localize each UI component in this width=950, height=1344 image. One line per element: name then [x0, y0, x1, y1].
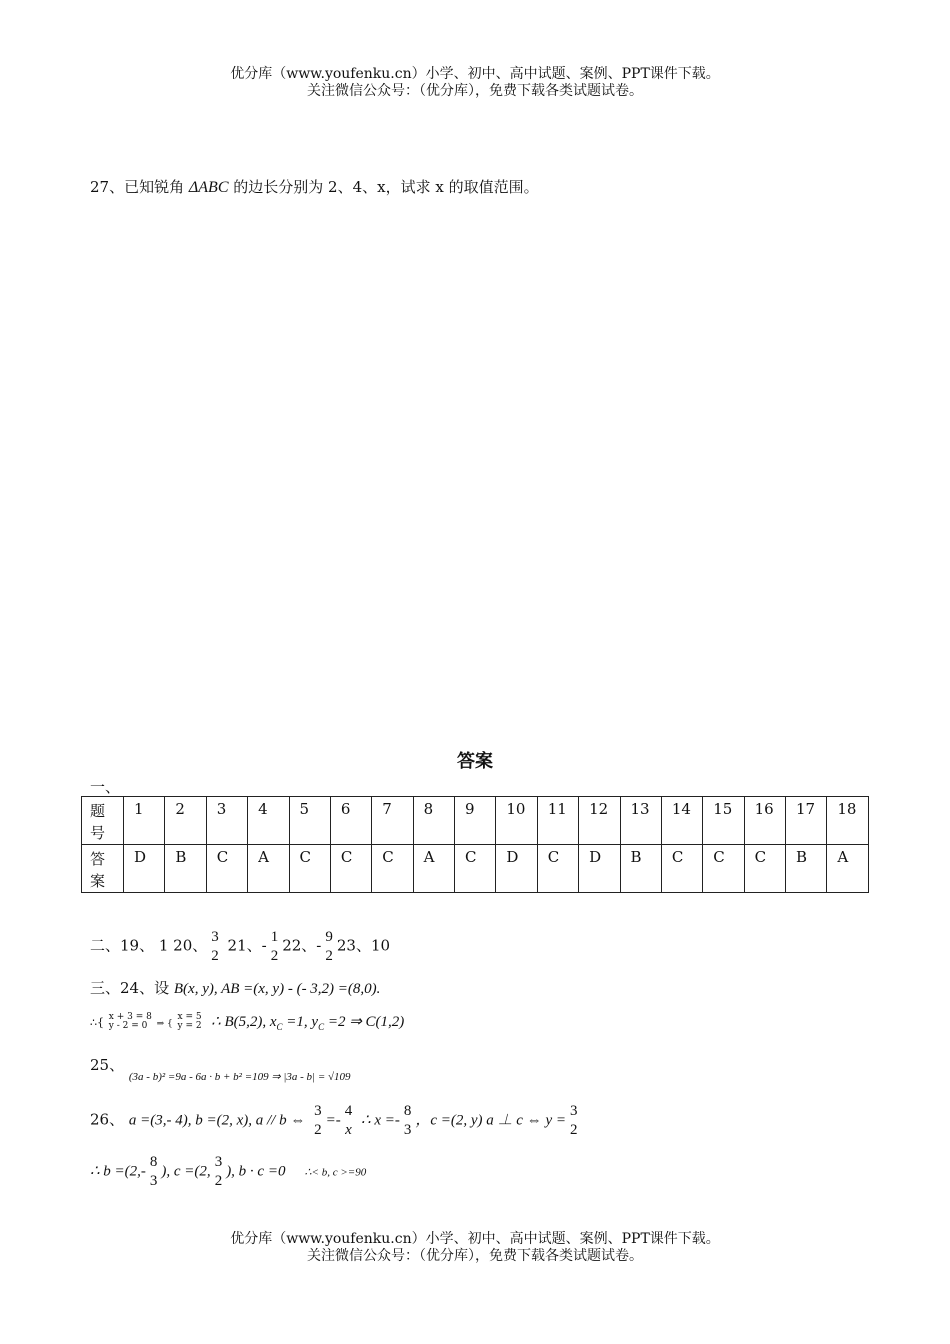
section-2-answers: 二、19、 1 20、 3 2 21、- 1 2 22、- 9 2 23、10 [90, 929, 391, 964]
page-footer [0, 1231, 950, 1265]
table-cell: B [786, 845, 827, 893]
table-cell: C [206, 845, 247, 893]
table-cell: C [330, 845, 371, 893]
answer-table [81, 796, 869, 893]
answer-26-line-2: ∴ b =(2,- 8 3 ), c =(2, 3 2 ), b · c =0 ∴< b, c >=90 [90, 1154, 367, 1189]
table-cell: 16 [744, 797, 785, 845]
table-cell: 11 [537, 797, 578, 845]
table-cell: 3 [206, 797, 247, 845]
fraction: 1 2 [270, 929, 279, 964]
table-cell: B [620, 845, 661, 893]
table-cell: A [827, 845, 869, 893]
table-row-numbers [82, 797, 869, 845]
answer-title: 答案 [457, 751, 493, 772]
table-cell: 2 [165, 797, 206, 845]
table-cell: 4 [248, 797, 289, 845]
fraction: 9 2 [325, 929, 333, 964]
table-cell: 1 [124, 797, 165, 845]
answer-26-line-1: 26、 a =(3,- 4), b =(2, x), a // b ⇔ 3 2 =- 4 x ∴ x =- 8 3 ，c =(2, y) a ⊥ c ⇔ y = 3 2 [90, 1103, 578, 1138]
table-row-answers [82, 845, 869, 893]
table-cell: C [372, 845, 413, 893]
table-cell: 15 [703, 797, 744, 845]
table-cell: B [165, 845, 206, 893]
section-1-label: 一、 [90, 778, 121, 796]
table-cell: C [661, 845, 702, 893]
page-header [0, 66, 950, 100]
question-27-text-a: 27、已知锐角 [90, 178, 185, 196]
question-27-text-b: 的边长分别为 2、4、x，试求 x 的取值范围。 [233, 178, 539, 196]
table-header-answer: 答 案 [82, 845, 124, 893]
header-line-2: 关注微信公众号：（优分库），免费下载各类试题试卷。 [307, 83, 643, 99]
answer-24-line-2: ∴{ x + 3 = 8 y - 2 = 0 ⇒ { x = 5 y = 2 ∴ B(5,2), $x_C =1$, $y_C =2$ ⇒ C(1,2) [90, 1012, 405, 1032]
fraction: 3 2 [211, 929, 219, 964]
table-cell: 12 [579, 797, 620, 845]
table-cell: D [124, 845, 165, 893]
table-cell: 13 [620, 797, 661, 845]
header-line-1: 优分库（www.youfenku.cn）小学、初中、高中试题、案例、PPT课件下载。 [230, 66, 720, 82]
table-cell: 5 [289, 797, 330, 845]
table-cell: 9 [455, 797, 496, 845]
answer-24-math: B(x, y), AB =(x, y) - (- 3,2) =(8,0). [173, 981, 381, 997]
answer-24-line-1: 三、24、设 B(x, y), AB =(x, y) - (- 3,2) =(8,0). [90, 979, 381, 997]
table-cell: 8 [413, 797, 454, 845]
table-cell: C [703, 845, 744, 893]
question-27-triangle: ΔABC [188, 179, 229, 196]
table-cell: 14 [661, 797, 702, 845]
table-cell: 18 [827, 797, 869, 845]
answer-25: 25、 $_{(3a - b)^2 =9a - 6a \cdot b + b^2 =109 \Rightarrow |3a - b| = √109}$ [90, 1056, 351, 1083]
table-cell: C [289, 845, 330, 893]
table-cell: A [248, 845, 289, 893]
table-cell: 7 [372, 797, 413, 845]
table-cell: A [413, 845, 454, 893]
table-cell: D [496, 845, 537, 893]
table-cell: 10 [496, 797, 537, 845]
footer-line-1: 优分库（www.youfenku.cn）小学、初中、高中试题、案例、PPT课件下载。 [230, 1231, 720, 1247]
question-27 [90, 176, 539, 197]
table-cell: 17 [786, 797, 827, 845]
table-cell: C [455, 845, 496, 893]
table-cell: D [579, 845, 620, 893]
table-header-number: 题 号 [82, 797, 124, 845]
table-cell: 6 [330, 797, 371, 845]
answer-25-math: (3a - b)² =9a - 6a · b + b² =109 ⇒ |3a - b| = √109 [128, 1071, 351, 1083]
table-cell: C [744, 845, 785, 893]
table-cell: C [537, 845, 578, 893]
footer-line-2: 关注微信公众号：（优分库），免费下载各类试题试卷。 [307, 1248, 643, 1264]
